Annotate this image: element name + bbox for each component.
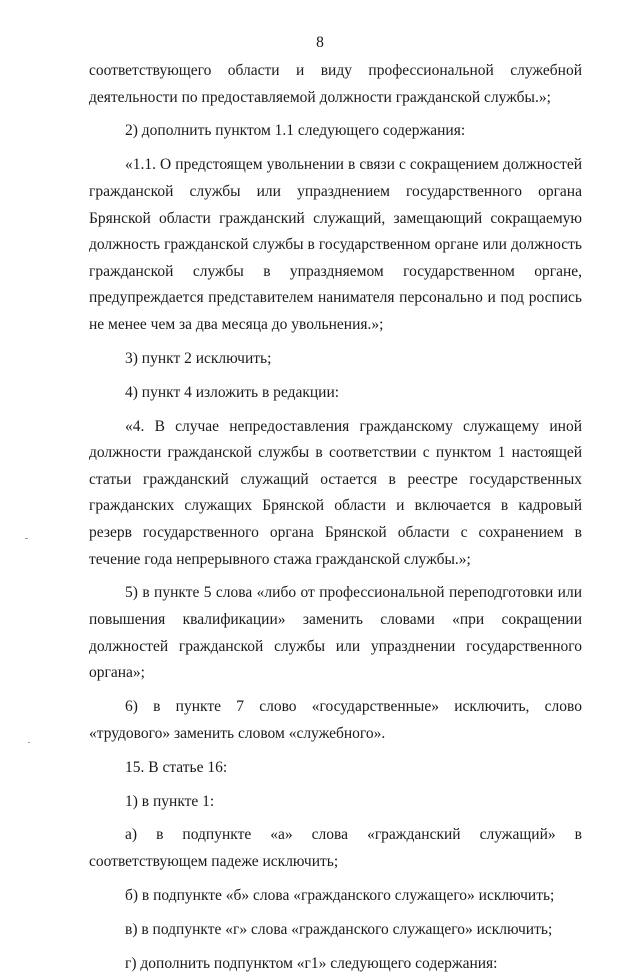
paragraph-subpoint-a: а) в подпункте «а» слова «гражданский служащий» в соответствующем падеже исключить;: [89, 826, 582, 870]
paragraph-item-2: 2) дополнить пунктом 1.1 следующего содержания:: [125, 122, 466, 140]
document-body: [89, 58, 582, 977]
paragraph-subpoint-v: в) в подпункте «г» слова «гражданского служащего» исключить;: [125, 920, 553, 938]
paragraph-clause-4: «4. В случае непредоставления гражданскому служащему иной должности гражданской службы в соответствии с пунктом 1 настоящей статьи гражданский служащий остается в реестре государственных гражданских служащих Брянской области и включается в кадровый резерв государственного органа Брянской области с сохранением в течение года непрерывного стажа гражданской службы.»;: [89, 417, 582, 568]
paragraph-continuation: соответствующего области и виду профессиональной служебной деятельности по предоставляемой должности гражданской службы.»;: [89, 62, 582, 106]
scan-artifact-mark: [28, 742, 30, 743]
paragraph-clause-1-1: «1.1. О предстоящем увольнении в связи с сокращением должностей гражданской службы или упразднением государственного органа Брянской области гражданский служащий, замещающий сокращаемую должность гражданской службы в государственном органе или должность гражданской службы в упраздняемом государственном органе, предупреждается представителем нанимателя персонально и под роспись не менее чем за два месяца до увольнения.»;: [89, 156, 582, 333]
paragraph-item-3: 3) пункт 2 исключить;: [125, 349, 272, 367]
paragraph-item-6: 6) в пункте 7 слово «государственные» исключить, слово «трудового» заменить словом «служебного».: [89, 698, 582, 742]
page-number: 8: [316, 34, 324, 51]
paragraph-subpoint-g: г) дополнить подпунктом «г1» следующего содержания:: [125, 954, 498, 972]
scan-artifact-mark: [25, 538, 28, 539]
paragraph-point-1: 1) в пункте 1:: [125, 792, 215, 810]
paragraph-item-5: 5) в пункте 5 слова «либо от профессиональной переподготовки или повышения квалификации» заменить словами «при сокращении должностей гражданской службы или упразднении государственного органа»;: [89, 584, 582, 682]
paragraph-article-16: 15. В статье 16:: [125, 758, 228, 776]
paragraph-subpoint-b: б) в подпункте «б» слова «гражданского служащего» исключить;: [125, 886, 555, 904]
paragraph-item-4: 4) пункт 4 изложить в редакции:: [125, 383, 340, 401]
